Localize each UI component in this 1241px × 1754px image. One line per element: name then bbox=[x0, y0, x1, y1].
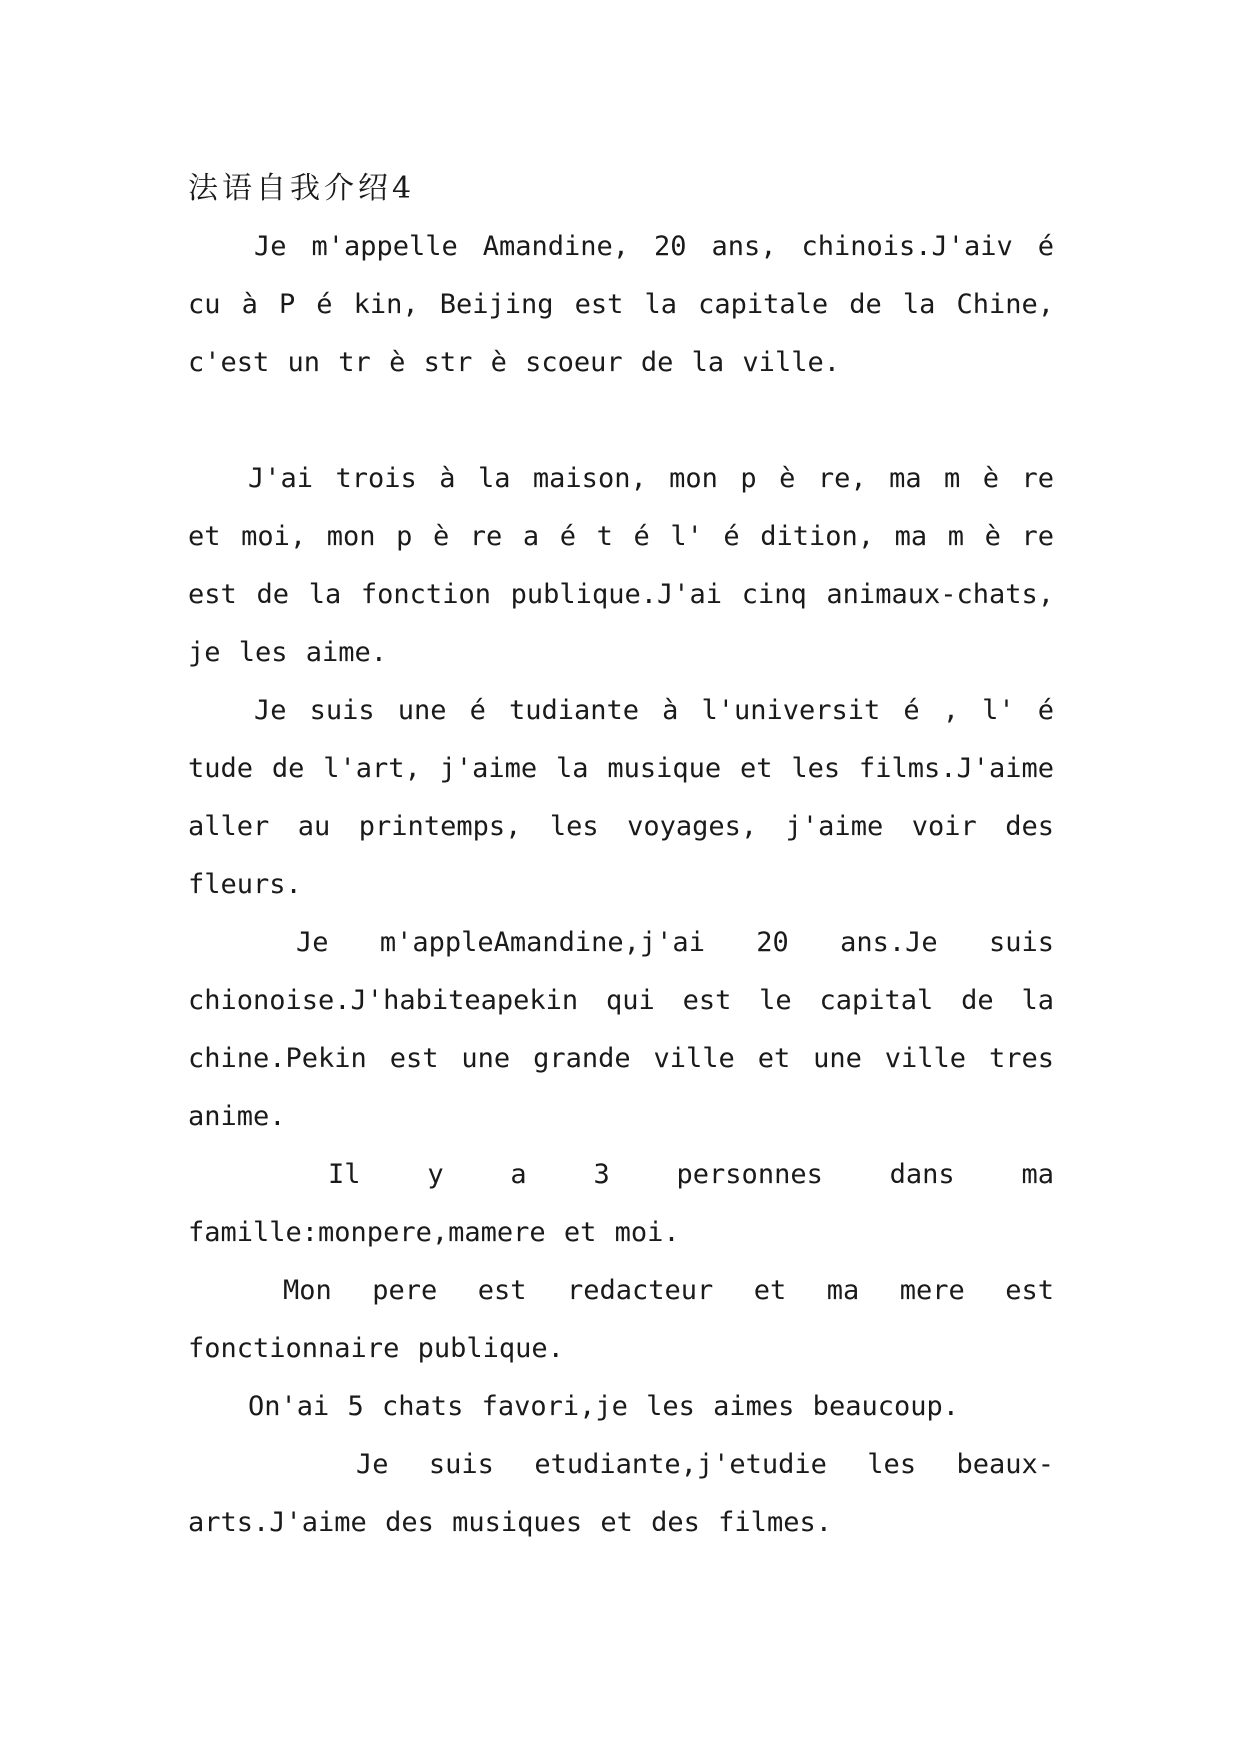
document-page bbox=[188, 160, 1054, 1552]
paragraph-intro: Je m'appelle Amandine, 20 ans, chinois.J'aiv é cu à P é kin, Beijing est la capitale de la Chine, c'est un tr è str è scoeur de la ville. bbox=[188, 231, 1054, 378]
paragraph-intro-alt: Je m'appleAmandine,j'ai 20 ans.Je suis chionoise.J'habiteapekin qui est le capital de la chine.Pekin est une grande ville et une ville tres anime. bbox=[188, 927, 1054, 1132]
paragraph-cats: On'ai 5 chats favori,je les aimes beaucoup. bbox=[248, 1391, 959, 1422]
paragraph-studies-alt: Je suis etudiante,j'etudie les beaux-arts.J'aime des musiques et des filmes. bbox=[188, 1449, 1054, 1538]
paragraph-family: J'ai trois à la maison, mon p è re, ma m è re et moi, mon p è re a é t é l' é dition, ma m è re est de la fonction publique.J'ai cinq animaux-chats, je les aime. bbox=[188, 463, 1054, 668]
blank-line bbox=[188, 392, 1054, 450]
paragraph-studies: Je suis une é tudiante à l'universit é , l' é tude de l'art, j'aime la musique et les films.J'aime aller au printemps, les voyages, j'aime voir des fleurs. bbox=[188, 695, 1054, 900]
paragraph-parents-jobs: Mon pere est redacteur et ma mere est fonctionnaire publique. bbox=[188, 1275, 1054, 1364]
document-title: 法语自我介绍4 bbox=[188, 171, 416, 206]
paragraph-family-count: Il y a 3 personnes dans ma famille:monpere,mamere et moi. bbox=[188, 1159, 1054, 1248]
